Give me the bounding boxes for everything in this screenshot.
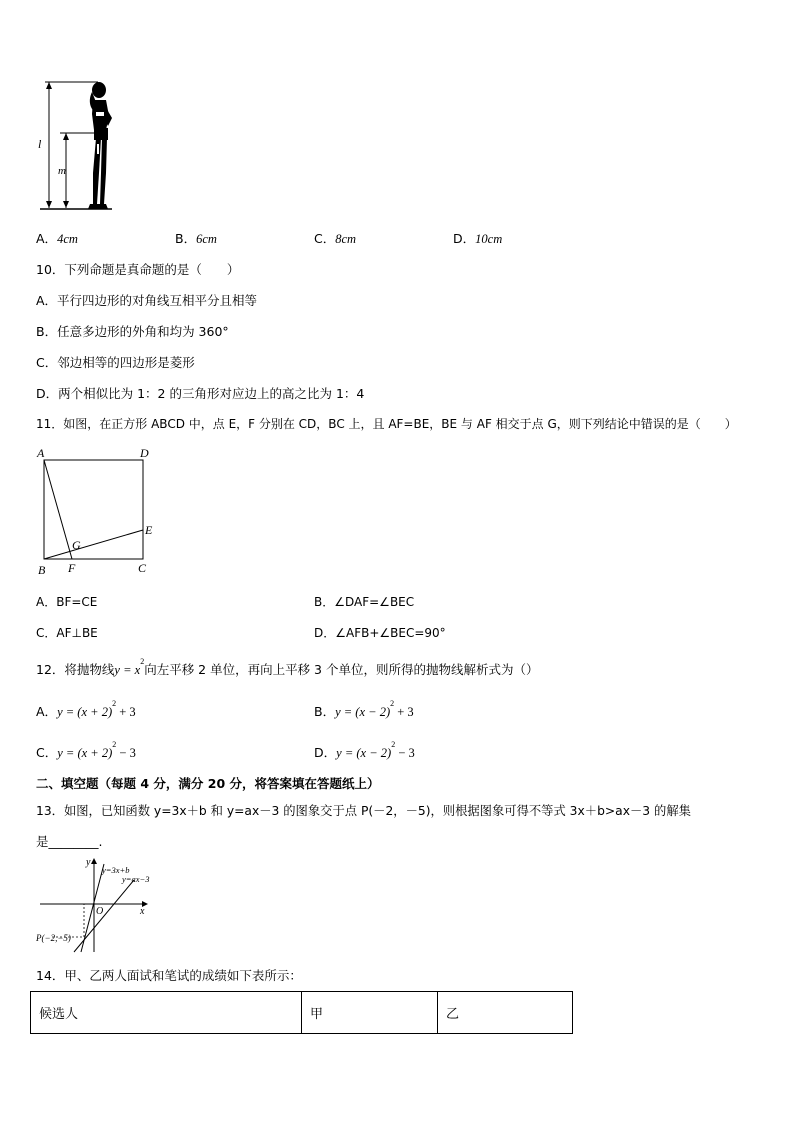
- q10-stem: 10．下列命题是真命题的是（ ）: [36, 262, 240, 277]
- table-row: [31, 992, 573, 1034]
- q14-score-table: [30, 991, 573, 1034]
- q11-stem: 11．如图，在正方形 ABCD 中，点 E，F 分别在 CD，BC 上，且 AF=BE，BE 与 AF 相交于点 G，则下列结论中错误的是（ ）: [36, 417, 737, 431]
- line1-label: y=3x+b: [102, 865, 130, 875]
- q10-option-a: A．平行四边形的对角线互相平分且相等: [36, 293, 258, 308]
- q11-option-a: A．BF=CE: [36, 595, 98, 609]
- origin-label: O: [96, 906, 104, 917]
- label-d: D: [140, 446, 149, 460]
- label-m: m: [58, 165, 66, 177]
- q12-option-b: B．$y = (x - 2)^2 + 3$: [314, 699, 414, 719]
- line2-label: y=ax−3: [122, 874, 150, 884]
- q10-option-b: B．任意多边形的外角和均为 360°: [36, 324, 229, 339]
- q9-option-c: C．8cm: [314, 231, 357, 246]
- label-e: E: [145, 523, 153, 537]
- q13-stem: 13．如图，已知函数 y=3x＋b 和 y=ax－3 的图象交于点 P(－2，－5)，则根据图象可得不等式 3x＋b>ax－3 的解集: [36, 804, 691, 818]
- q11-option-b: B．∠DAF=∠BEC: [314, 595, 415, 609]
- q10-option-d: D．两个相似比为 1：2 的三角形对应边上的高之比为 1：4: [36, 386, 365, 401]
- q12-option-d: D．$y = (x - 2)^2 - 3$: [314, 740, 415, 760]
- q9-option-b: B．6cm: [175, 231, 217, 246]
- axis-y-label: y: [86, 857, 91, 868]
- label-a: A: [37, 446, 45, 460]
- q12-option-c: C．$y = (x + 2)^2 - 3$: [36, 740, 136, 760]
- q12-stem: 12．将抛物线$y = x^2$向左平移 2 单位，再向上平移 3 个单位，则所得的抛物线解析式为（）: [36, 657, 539, 677]
- label-l: l: [38, 137, 42, 151]
- q10-option-c: C．邻边相等的四边形是菱形: [36, 355, 195, 370]
- q9-figure: [36, 78, 126, 214]
- q11-option-c: C．AF⊥BE: [36, 626, 98, 640]
- q13-graph: [36, 856, 156, 956]
- label-b: B: [38, 563, 46, 577]
- q11-option-d: D．∠AFB+∠BEC=90°: [314, 626, 446, 640]
- label-f: F: [68, 561, 76, 575]
- section-title: 二、填空题（每题 4 分，满分 20 分，将答案填在答题纸上）: [36, 776, 380, 791]
- q14-stem: 14．甲、乙两人面试和笔试的成绩如下表所示：: [36, 968, 302, 983]
- table-header-candidate: 候选人: [31, 992, 302, 1034]
- label-c: C: [138, 561, 147, 575]
- q12-option-a: A．$y = (x + 2)^2 + 3$: [36, 699, 136, 719]
- label-g: G: [72, 538, 81, 552]
- table-header-yi: 乙: [438, 992, 573, 1034]
- table-header-jia: 甲: [302, 992, 438, 1034]
- q9-option-d: D．10cm: [453, 231, 503, 246]
- q13-stem-line2: 是________.: [36, 834, 103, 849]
- point-p-label: P(−2,−5): [36, 933, 71, 943]
- q11-square-figure: [36, 446, 160, 578]
- q9-option-a: A．4cm: [36, 231, 78, 246]
- axis-x-label: x: [140, 906, 145, 917]
